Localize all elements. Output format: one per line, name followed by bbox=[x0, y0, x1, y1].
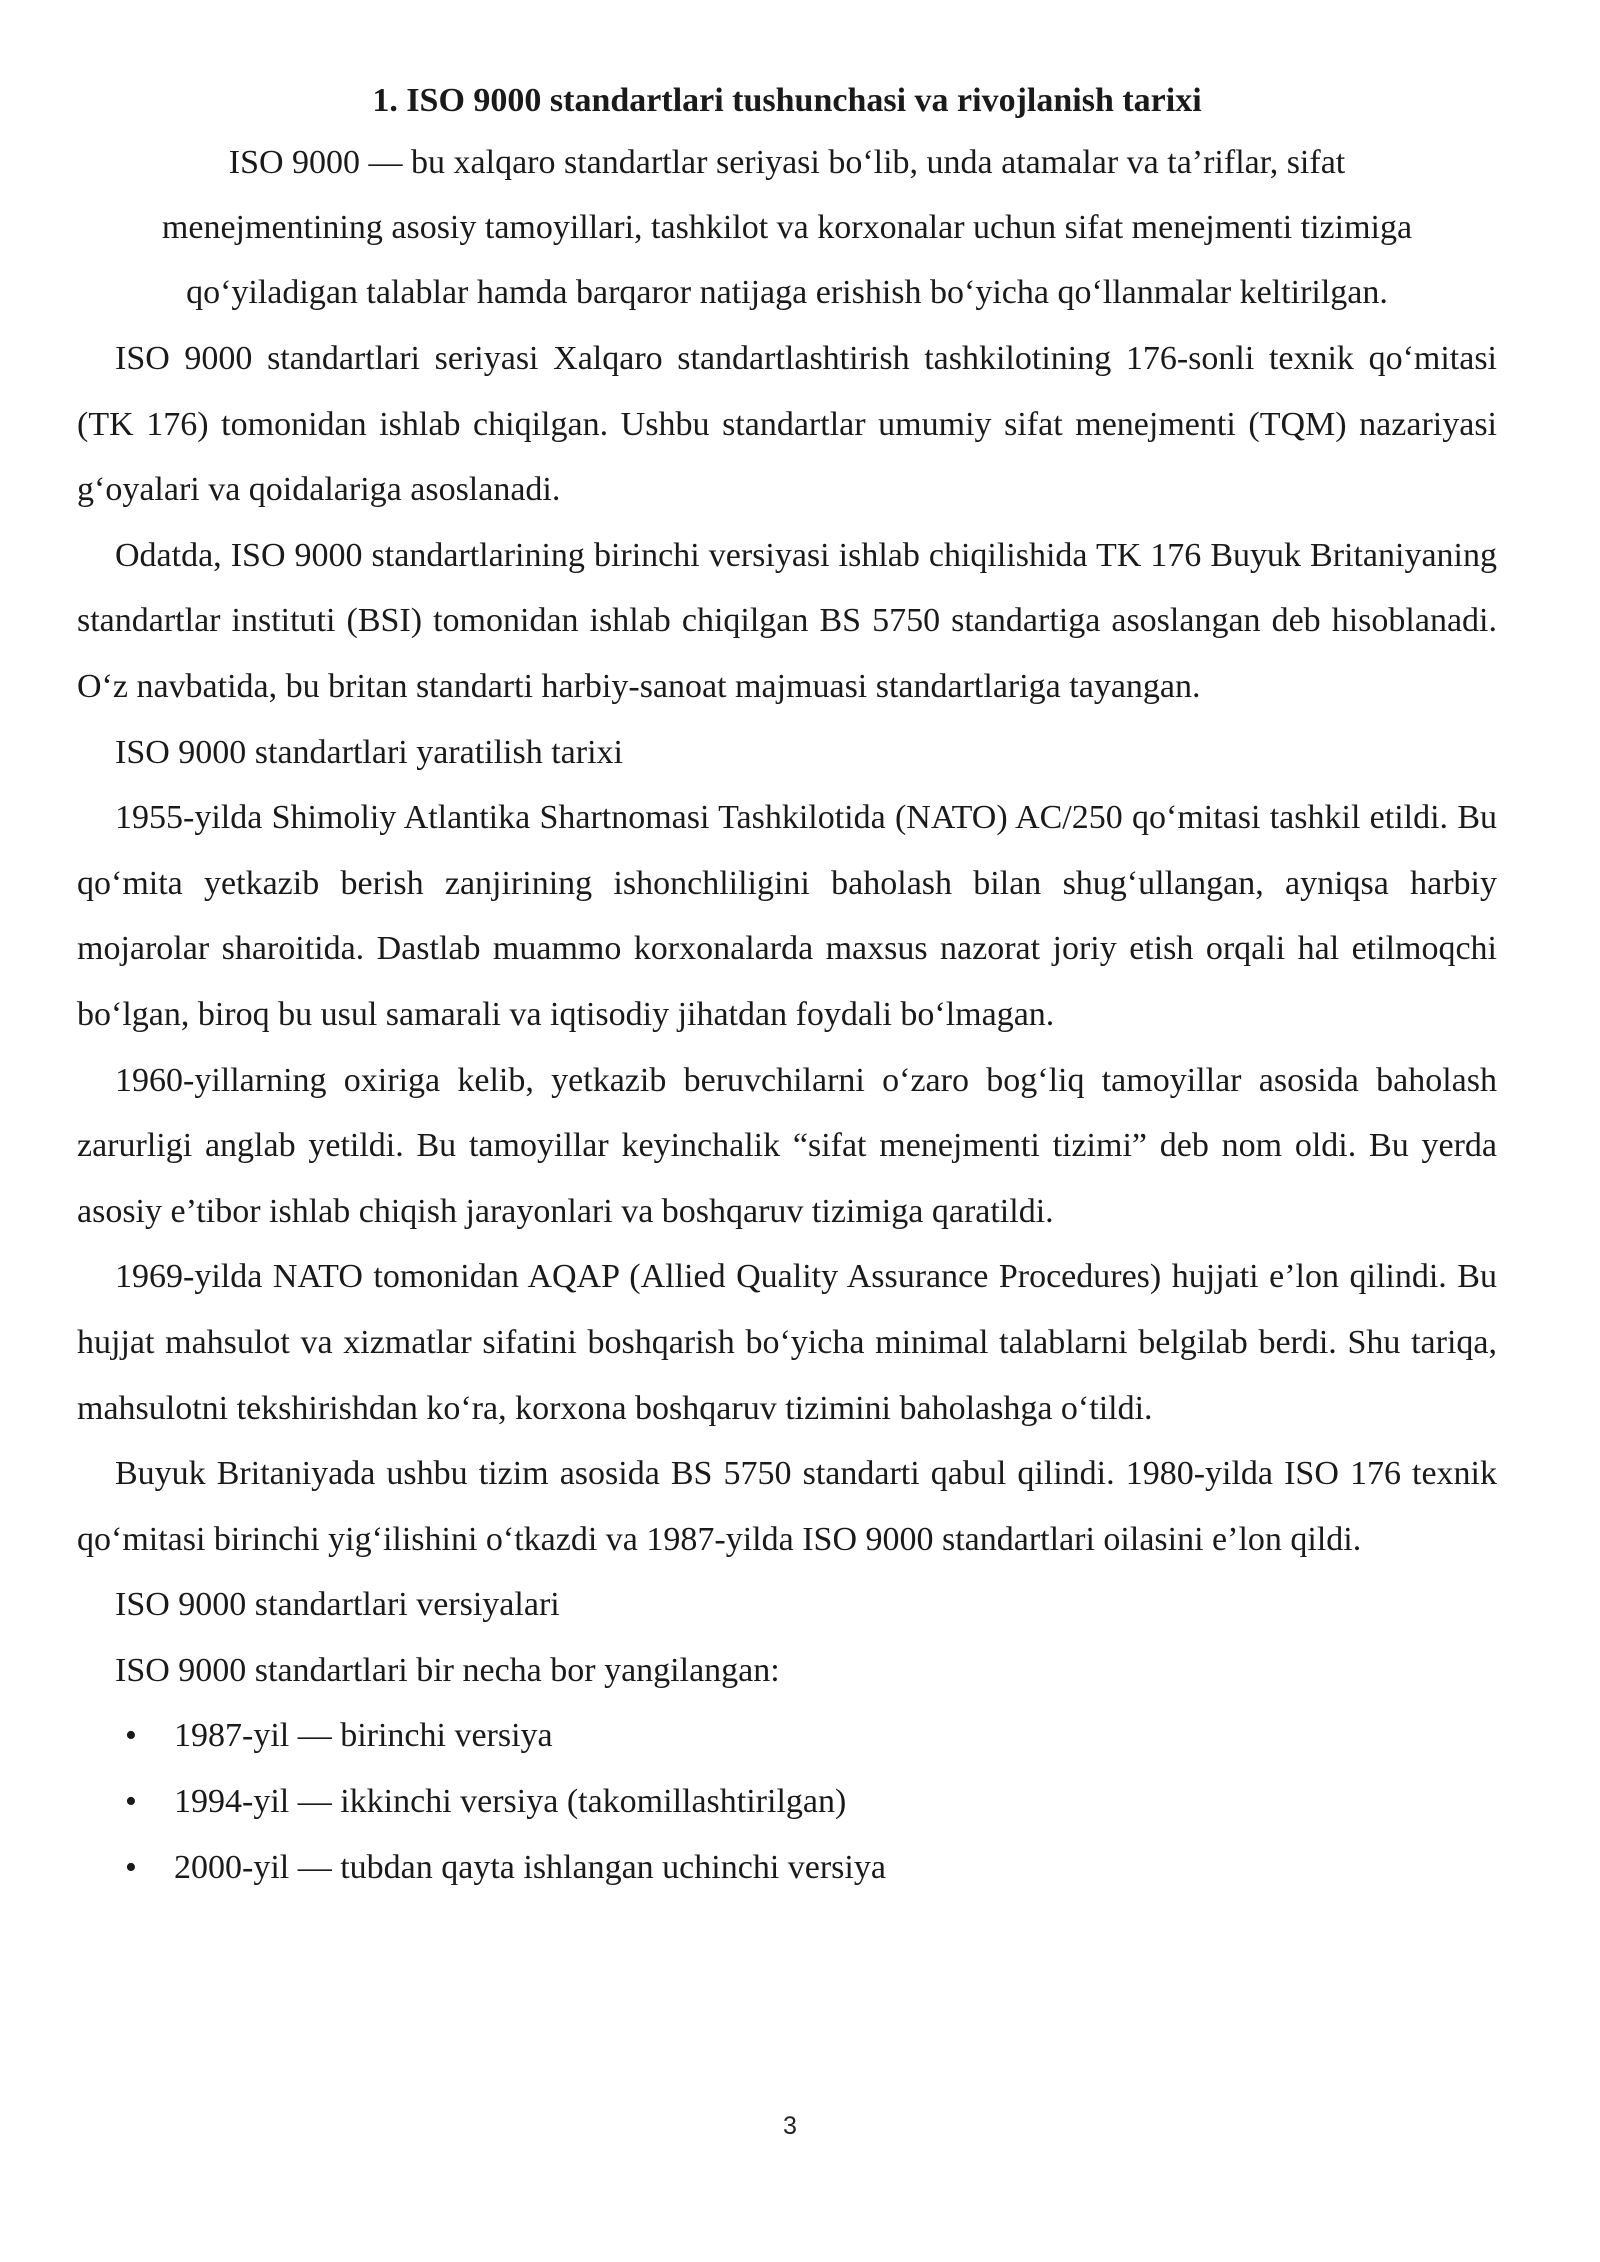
history-paragraph-1980: Buyuk Britaniyada ushbu tizim asosida BS 5750 standarti qabul qilindi. 1980-yilda ISO 176 texnik qo‘mitasi birinchi yig‘ilishini o‘tkazdi va 1987-yilda ISO 9000 standartlari oilasini e’lon qildi. bbox=[77, 1455, 1497, 1558]
list-item bbox=[77, 1769, 1497, 1835]
intro-line: ISO 9000 — bu xalqaro standartlar seriyasi bo‘lib, unda atamalar va ta’riflar, sifat bbox=[228, 144, 1346, 181]
intro-block bbox=[77, 130, 1497, 326]
versions-heading: ISO 9000 standartlari versiyalari bbox=[115, 1586, 560, 1624]
history-paragraph-1969: 1969-yilda NATO tomonidan AQAP (Allied Quality Assurance Procedures) hujjati e’lon qilindi. Bu hujjat mahsulot va xizmatlar sifatini boshqarish bo‘yicha minimal talablarni belgilab berdi. Shu tariqa, mahsulotni tekshirishdan ko‘ra, korxona boshqaruv tizimini baholashga o‘tildi. bbox=[77, 1258, 1497, 1427]
bullet-icon: • bbox=[125, 1783, 137, 1821]
paragraph-tk176: ISO 9000 standartlari seriyasi Xalqaro standartlashtirish tashkilotining 176-sonli texnik qo‘mitasi (TK 176) tomonidan ishlab chiqilgan. Ushbu standartlar umumiy sifat menejmenti (TQM) nazariyasi g‘oyalari va qoidalariga asoslanadi. bbox=[77, 340, 1497, 509]
history-paragraph-1955: 1955-yilda Shimoliy Atlantika Shartnomasi Tashkilotida (NATO) AC/250 qo‘mitasi tashkil etildi. Bu qo‘mita yetkazib berish zanjirining ishonchliligini baholash bilan shug‘ullangan, ayniqsa harbiy mojarolar sharoitida. Dastlab muammo korxonalarda maxsus nazorat joriy etish orqali hal etilmoqchi bo‘lgan, biroq bu usul samarali va iqtisodiy jihatdan foydali bo‘lmagan. bbox=[77, 799, 1497, 1033]
bullet-icon: • bbox=[125, 1717, 137, 1755]
history-paragraph-1960s: 1960-yillarning oxiriga kelib, yetkazib beruvchilarni o‘zaro bog‘liq tamoyillar asosida baholash zarurligi anglab yetildi. Bu tamoyillar keyinchalik “sifat menejmenti tizimi” deb nom oldi. Bu yerda asosiy e’tibor ishlab chiqish jarayonlari va boshqaruv tizimiga qaratildi. bbox=[77, 1061, 1497, 1230]
intro-line: qo‘yiladigan talablar hamda barqaror natijaga erishish bo‘yicha qo‘llanmalar keltirilgan. bbox=[186, 274, 1388, 311]
list-item bbox=[77, 1703, 1497, 1769]
version-text: 1987-yil — birinchi versiya bbox=[174, 1717, 553, 1755]
history-heading: ISO 9000 standartlari yaratilish tarixi bbox=[115, 733, 623, 771]
intro-line: menejmentining asosiy tamoyillari, tashkilot va korxonalar uchun sifat menejmenti tizimiga bbox=[161, 209, 1413, 246]
versions-list bbox=[77, 1703, 1497, 1900]
page-number: 3 bbox=[783, 2112, 797, 2140]
paragraph-bs5750: Odatda, ISO 9000 standartlarining birinchi versiyasi ishlab chiqilishida TK 176 Buyuk Britaniyaning standartlar instituti (BSI) tomonidan ishlab chiqilgan BS 5750 standartiga asoslangan deb hisoblanadi. O‘z navbatida, bu britan standarti harbiy-sanoat majmuasi standartlariga tayangan. bbox=[77, 536, 1497, 705]
list-item bbox=[77, 1835, 1497, 1901]
document-title: 1. ISO 9000 standartlari tushunchasi va rivojlanish tarixi bbox=[372, 82, 1202, 119]
versions-intro: ISO 9000 standartlari bir necha bor yangilangan: bbox=[115, 1651, 780, 1689]
version-text: 2000-yil — tubdan qayta ishlangan uchinchi versiya bbox=[174, 1848, 886, 1886]
document-page bbox=[77, 72, 1497, 1900]
bullet-icon: • bbox=[125, 1848, 137, 1886]
version-text: 1994-yil — ikkinchi versiya (takomillashtirilgan) bbox=[174, 1783, 847, 1821]
